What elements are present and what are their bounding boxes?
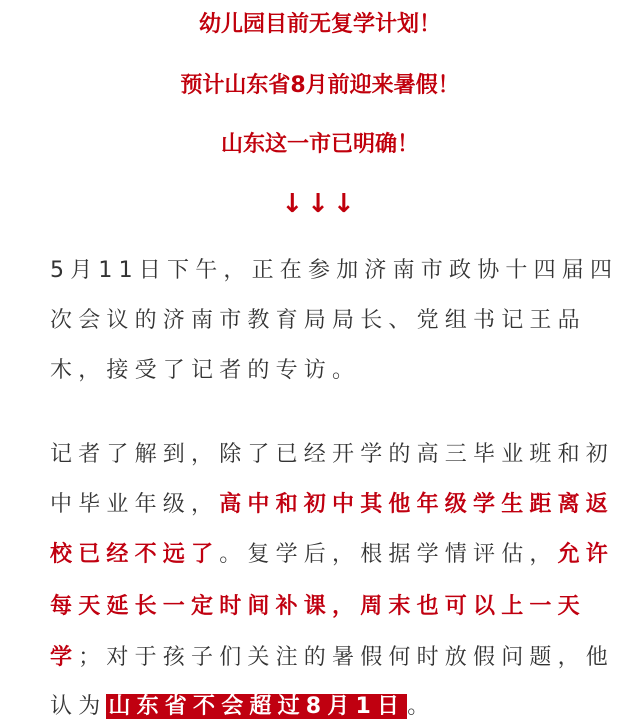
paragraph-1-line-2: 次会议的济南市教育局局长、党组书记王品	[50, 308, 586, 333]
highlight-red-text: 高中和初中其他年级学生距离返	[219, 492, 615, 517]
line-3-plain-text: 。复学后，根据学情评估，	[219, 542, 558, 567]
headline-3: 山东这一市已明确！	[220, 132, 419, 157]
line-5-plain-text: ；对于孩子们关注的暑假何时放假问题，他	[78, 645, 615, 670]
line-6-end-text: 。	[407, 694, 436, 719]
paragraph-1-line-1: 5月11日下午，正在参加济南市政协十四届四	[50, 258, 619, 283]
highlight-box-text: 山东省不会超过8月1日	[108, 694, 406, 719]
paragraph-2-line-4	[50, 592, 590, 622]
paragraph-2-line-5	[50, 643, 615, 673]
highlight-red-text: 允许	[557, 542, 615, 567]
paragraph-2-line-1: 记者了解到，除了已经开学的高三毕业班和初	[50, 442, 615, 467]
highlight-red-text: 每天延长一定时间补课，周末也可以上一天	[50, 594, 586, 619]
paragraph-2-line-6	[50, 692, 590, 722]
headline-2: 预计山东省8月前迎来暑假！	[180, 73, 460, 98]
down-arrows-icon: ↓↓↓	[281, 189, 359, 219]
highlight-red-text: 学	[50, 645, 79, 670]
highlight-red-text: 校已经不远了	[50, 542, 220, 567]
paragraph-1-line-3: 木，接受了记者的专访。	[50, 358, 361, 383]
line-6-plain-text: 认为	[50, 694, 107, 719]
paragraph-2-line-2	[50, 490, 615, 520]
headline-1: 幼儿园目前无复学计划！	[198, 12, 441, 37]
paragraph-2-line-3	[50, 540, 615, 570]
line-2-plain-text: 中毕业年级，	[50, 492, 220, 517]
